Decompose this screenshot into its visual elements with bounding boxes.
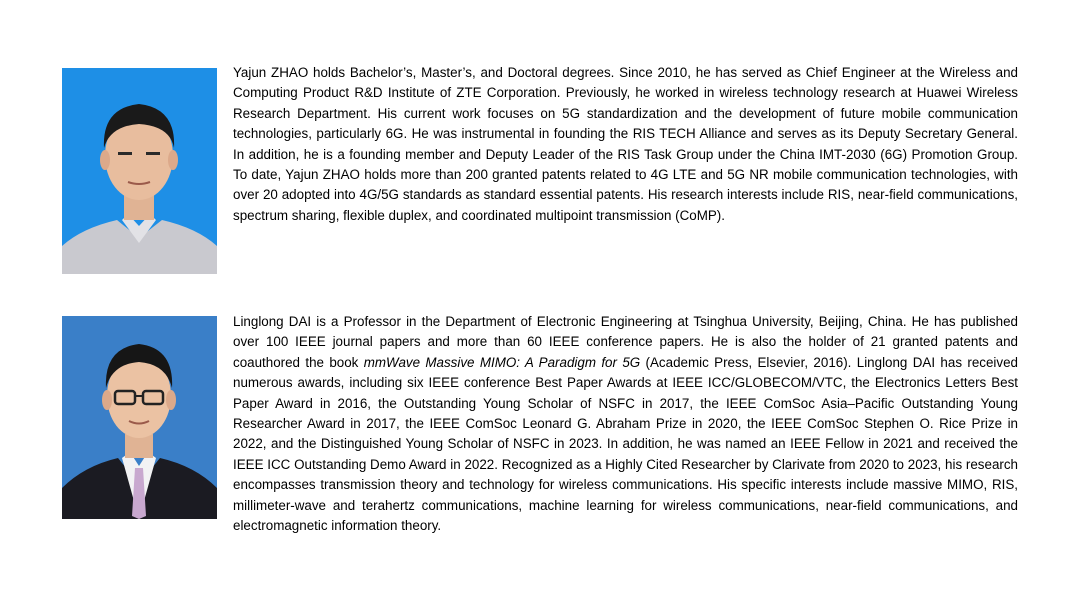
portrait-image: [62, 316, 217, 519]
portrait-photo: [62, 316, 217, 519]
portrait-photo: [62, 68, 217, 274]
bio-text-part: (Academic Press, Elsevier, 2016). Linglong DAI has received numerous awards, including six IEEE conference Best Paper Awards at IEEE ICC/GLOBECOM/VTC, the Electronics Letters Best Paper Award in 2016, the Outstanding Young Scholar of NSFC in 2017, the IEEE ComSoc Asia–Pacific Outstanding Young Researcher Award in 2017, the IEEE ComSoc Leonard G. Abraham Prize in 2020, the IEEE ComSoc Stephen O. Rice Prize in 2022, and the Distinguished Young Scholar of NSFC in 2023. In addition, he was named an IEEE Fellow in 2021 and received the IEEE ICC Outstanding Demo Award in 2022. Recognized as a Highly Cited Researcher by Clarivate from 2020 to 2023, his research encompasses transmission theory and technology for wireless communications. His specific interests include massive MIMO, RIS, millimeter-wave and terahertz communications, machine learning for wireless communications, near-field communications, and electromagnetic information theory.: [233, 354, 1018, 534]
portrait-image: [62, 68, 217, 274]
bio-text-part: Linglong DAI is a Professor in the Department of Electronic Engineering at Tsinghua University, Beijing, China. He has published over 100 IEEE journal papers and more than 60 IEEE conference papers. He is also the holder of 21 granted patents and coauthored the book: [233, 314, 1018, 370]
bio-text: Yajun ZHAO holds Bachelor’s, Master’s, and Doctoral degrees. Since 2010, he has served as Chief Engineer at the Wireless and Computing Product R&D Institute of ZTE Corporation. Previously, he worked in wireless technology research at Huawei Wireless Research Department. His current work focuses on 5G standardization and the development of future mobile communication technologies, particularly 6G. He was instrumental in founding the RIS TECH Alliance and serves as its Deputy Secretary General. In addition, he is a founding member and Deputy Leader of the RIS Task Group under the China IMT-2030 (6G) Promotion Group. To date, Yajun ZHAO holds more than 200 granted patents related to 4G LTE and 5G NR mobile communication technologies, with over 20 adopted into 4G/5G standards as standard essential patents. His research interests include RIS, near-field communications, spectrum sharing, flexible duplex, and coordinated multipoint transmission (CoMP).: [233, 65, 1018, 223]
bio-text: [233, 312, 1018, 536]
book-title: mmWave Massive MIMO: A Paradigm for 5G: [363, 354, 641, 370]
